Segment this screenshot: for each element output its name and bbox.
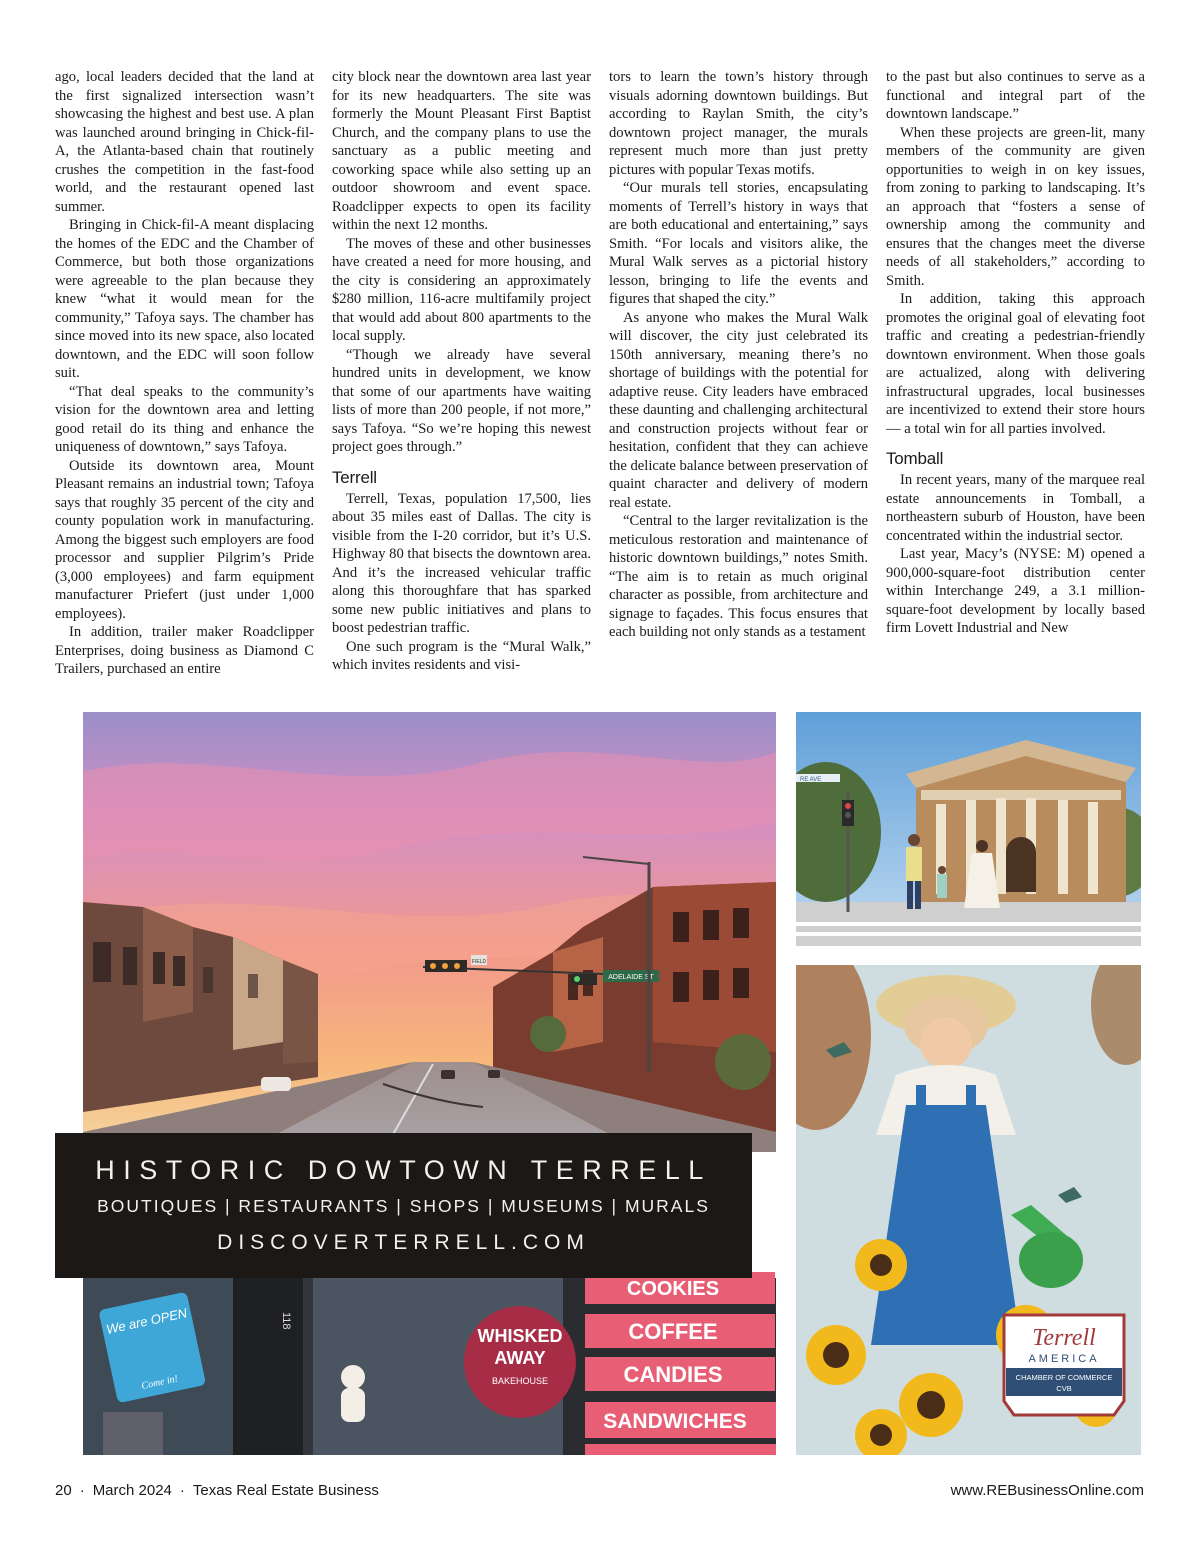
menu-candies: CANDIES xyxy=(623,1362,723,1387)
website-link[interactable]: www.REBusinessOnline.com xyxy=(950,1482,1144,1499)
logo-cvb: CVB xyxy=(1056,1384,1072,1393)
paragraph: Outside its downtown area, Mount Pleasant remains an industrial town; Tafoya says that roughly 35 percent of the city and county population work in manufacturing. Among the biggest such employers are food processor and supplier Pilgrim’s Pride (3,000 employees) and farm equipment manufacturer Priefert (just under 1,000 employees). xyxy=(55,457,314,622)
logo-chamber: CHAMBER OF COMMERCE xyxy=(1015,1373,1113,1382)
ad-subtitle: BOUTIQUES | RESTAURANTS | SHOPS | MUSEUMS | MURALS xyxy=(97,1196,710,1216)
come-in-text: Come in! xyxy=(140,1373,179,1392)
door-number: 118 xyxy=(280,1312,292,1330)
sunflower-mural-photo xyxy=(796,965,1141,1455)
article-column-3 xyxy=(609,68,868,642)
article-column-1 xyxy=(55,68,314,679)
paragraph: One such program is the “Mural Walk,” which invites residents and visi- xyxy=(332,638,591,673)
menu-coffee: COFFEE xyxy=(628,1319,718,1344)
paragraph: city block near the downtown area last year for its new headquarters. The site was formerly the Mount Pleasant First Baptist Church, and the company plans to use the sanctuary as a public meeting and coworking space while also setting up an outdoor showroom and event space. Roadclipper expects to open its facility within the next 12 months. xyxy=(332,69,591,233)
menu-cookies: COOKIES xyxy=(626,1278,720,1300)
section-heading-terrell: Terrell xyxy=(332,467,377,487)
historic-building-photo xyxy=(796,712,1141,946)
paragraph: In recent years, many of the marquee real estate announcements in Tomball, a northeastern suburb of Houston, have been concentrated within the industrial sector. xyxy=(886,472,1145,544)
discover-terrell-ad-band xyxy=(55,1133,752,1278)
paragraph: “Central to the larger revitalization is the meticulous restoration and maintenance of historic downtown buildings,” notes Smith. “The aim is to retain as much original character as possible, from architecture and signage to façades. This focus ensures that each building not only stands as a testament xyxy=(609,513,868,640)
paragraph: As anyone who makes the Mural Walk will discover, the city just celebrated its 150th anniversary, meaning there’s no shortage of buildings with the potential for adaptive reuse. City leaders have embraced these daunting and challenging architectural and construction projects without fear or hesitation, confident that they can achieve the delicate balance between preservation of quaint character and delivery of modern real estate. xyxy=(609,309,868,511)
publication-name: Texas Real Estate Business xyxy=(192,1482,379,1499)
adelaide-street-sign: ADELAIDE ST xyxy=(608,974,654,981)
shop-sign-line-1: WHISKED xyxy=(477,1326,563,1346)
shop-sign-line-3: BAKEHOUSE xyxy=(491,1376,549,1386)
paragraph: ago, local leaders decided that the land at the first signalized intersection wasn’t showcasing the highest and best use. A plan was launched around bringing in Chick-fil-A, the Atlanta-based chain that routinely crushes the competition in the fast-food world, and the restaurant opened last summer. xyxy=(55,69,314,215)
paragraph: Bringing in Chick-fil-A meant displacing the homes of the EDC and the Chamber of Commerce, but both those organizations were agreeable to the plan because they knew “what it would mean for the community,” Tafoya says. The chamber has since moved into its new space, also located downtown, and the EDC will soon follow suit. xyxy=(55,217,314,381)
section-heading-tomball: Tomball xyxy=(886,449,944,468)
paragraph: tors to learn the town’s history through visuals adorning downtown buildings. But according to Raylan Smith, the city’s downtown project manager, the murals represent much more than just pretty pictures with popular Texas motifs. xyxy=(609,69,868,178)
ad-title: HISTORIC DOWTOWN TERRELL xyxy=(95,1155,712,1185)
paragraph: In addition, trailer maker Roadclipper Enterprises, doing business as Diamond C Trailers, purchased an entire xyxy=(55,624,314,677)
paragraph: When these projects are green-lit, many members of the community are given opportunities to weigh in on key issues, from zoning to parking to landscaping. It’s an approach that “fosters a sense of ownership among the community and ensures that the changes meet the diverse needs of all stakeholders,” according to Smith. xyxy=(886,124,1145,289)
menu-sandwiches: SANDWICHES xyxy=(603,1410,747,1433)
article-column-2 xyxy=(332,68,591,675)
page-number: 20 xyxy=(55,1482,72,1499)
logo-america: AMERICA xyxy=(1028,1353,1100,1365)
field-street-sign: FIELD xyxy=(471,959,487,965)
downtown-street-photo xyxy=(83,712,776,1455)
paragraph: Terrell, Texas, population 17,500, lies about 35 miles east of Dallas. The city is visible from the I-20 corridor, but it’s U.S. Highway 80 that bisects the downtown area. And it’s the increased vehicular traffic along this thoroughfare that has sparked some new public initiatives and plans to boost pedestrian traffic. xyxy=(332,490,591,636)
ad-url: DISCOVERTERRELL.COM xyxy=(217,1231,590,1254)
paragraph: In addition, taking this approach promotes the original goal of elevating foot traffic and creating a pedestrian-friendly downtown environment. When those goals are actualized, along with delivering infrastructural upgrades, local businesses are incentivized to extend their store hours — a total win for all parties involved. xyxy=(886,291,1145,437)
paragraph: “Though we already have several hundred units in development, we know that some of our apartments have waiting lists of more than 200 people, if not more,” says Tafoya. “So we’re hoping this newest project goes through.” xyxy=(332,346,591,455)
shop-sign-line-2: AWAY xyxy=(494,1348,546,1368)
paragraph: “That deal speaks to the community’s vision for the downtown area and letting good retail do its thing and enhance the uniqueness of downtown,” says Tafoya. xyxy=(55,383,314,455)
paragraph: The moves of these and other businesses have created a need for more housing, and the city is considering an approximately $280 million, 116-acre multifamily project that would add about 800 apartments to the local supply. xyxy=(332,235,591,344)
paragraph: to the past but also continues to serve as a functional and integral part of the downtown landscape.” xyxy=(886,69,1145,122)
paragraph: “Our murals tell stories, encapsulating moments of Terrell’s history in ways that are both educational and entertaining,” says Smith. “For locals and visitors alike, the Mural Walk serves as a pictorial history lesson, bringing to life the events and figures that shaped the city.” xyxy=(609,180,868,307)
open-sign-text: We are OPEN xyxy=(104,1305,189,1337)
page-footer-left: 20 · March 2024 · Texas Real Estate Business xyxy=(55,1482,379,1499)
paragraph: Last year, Macy’s (NYSE: M) opened a 900,000-square-foot distribution center within Interchange 249, a 3.1 million-square-foot development by locally based firm Lovett Industrial and New xyxy=(886,546,1145,636)
issue-date: March 2024 xyxy=(92,1482,172,1499)
article-column-4 xyxy=(886,68,1145,638)
corner-street-sign: RE AVE xyxy=(800,777,822,783)
logo-terrell: Terrell xyxy=(1032,1325,1096,1351)
